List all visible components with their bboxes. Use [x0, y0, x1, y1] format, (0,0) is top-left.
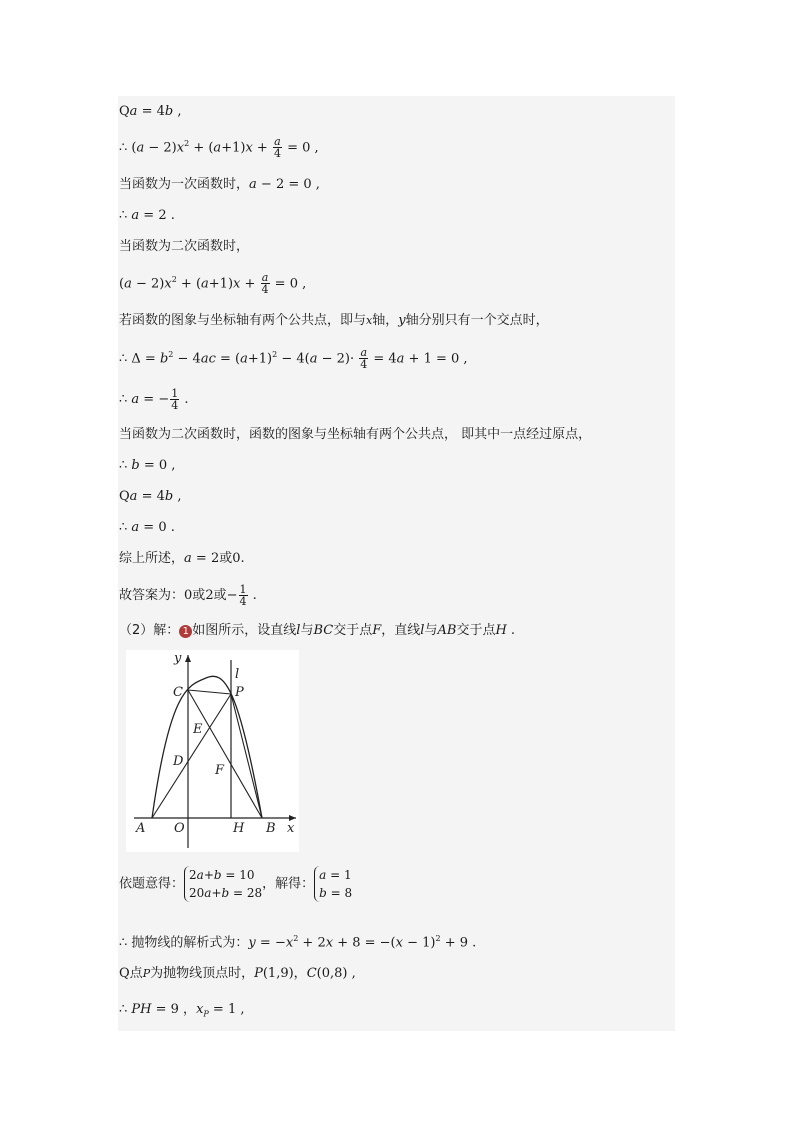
line-equation-2: $(a - 2)x^2 + (a+1)x$ + $\frac{a}{4}$ = 0 , — [119, 271, 307, 297]
label-P: P — [235, 685, 244, 700]
label-H: H — [233, 821, 245, 836]
label-E: E — [193, 722, 203, 737]
line-ph: ∴ PH = 9 ，$x_P = 1$ , — [119, 1002, 245, 1019]
line-parabola-expression: ∴ 抛物线的解析式为：$y = -x^2 + 2x + 8 = -(x - 1)^2 + 9$ . — [119, 934, 477, 951]
line-answer: 故答案为：0或2或− $\frac{1}{4}$ . — [119, 583, 257, 608]
line-a-equals-2: ∴ a = 2 . — [119, 208, 175, 223]
label-O: O — [174, 821, 185, 836]
line-vertex: Q点P为抛物线顶点时，P(1,9)，C(0,8) , — [119, 966, 356, 981]
line-system: 依题意得： 2a+b = 10 20a+b = 28 ，解得： a = 1 b = 8 — [119, 868, 353, 900]
label-B: B — [266, 821, 276, 836]
line-b-zero: ∴ b = 0 , — [119, 458, 176, 473]
line-part-2: （2）解： 1 如图所示，设直线l与BC交于点F，直线l与AB交于点H . — [119, 623, 516, 638]
line-quadratic-case: 当函数为二次函数时， — [119, 239, 250, 254]
label-C: C — [173, 685, 183, 700]
label-F: F — [215, 763, 225, 778]
label-D: D — [173, 754, 184, 769]
line-equation-1: ∴ $(a - 2)x^2 + (a+1)x$ + $\frac{a}{4}$ = 0 , — [119, 135, 319, 161]
line-given-a-4b-2: Qa = 4b , — [119, 489, 182, 504]
line-a-zero: ∴ a = 0 . — [119, 520, 175, 535]
label-x: x — [287, 821, 295, 836]
line-summary: 综上所述，a = 2或0. — [119, 551, 245, 566]
label-A: A — [136, 821, 146, 836]
circled-one-icon: 1 — [179, 625, 192, 638]
label-y: y — [174, 651, 182, 666]
parabola-figure — [126, 650, 299, 852]
line-linear-case: 当函数为一次函数时，a − 2 = 0 , — [119, 177, 320, 192]
line-two-common-points: 若函数的图象与坐标轴有两个公共点，即与x轴，y轴分别只有一个交点时， — [119, 313, 549, 328]
line-a-neg-quarter: ∴ a = − $\frac{1}{4}$ . — [119, 387, 189, 412]
line-passes-origin: 当函数为二次函数时，函数的图象与坐标轴有两个公共点， 即其中一点经过原点， — [119, 427, 592, 442]
line-discriminant: ∴ $\Delta = b^2 - 4ac = (a+1)^2 - 4(a - 2)\cdot$ $\frac{a}{4}$ = 4a + 1 = 0 , — [119, 346, 468, 372]
line-given-a-4b: Qa = 4b , — [119, 104, 182, 119]
label-l: l — [235, 667, 240, 682]
